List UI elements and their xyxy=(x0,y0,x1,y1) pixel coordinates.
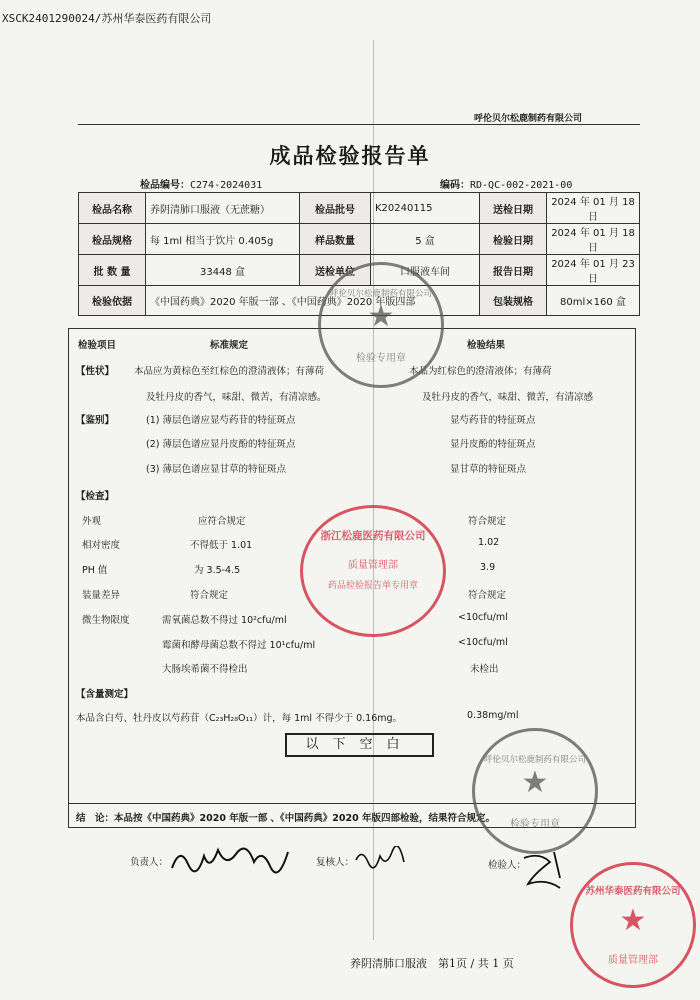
header-item: 检验项目 xyxy=(78,340,117,351)
batch-number: K20240115 xyxy=(371,193,480,224)
character-standard-2: 及牡丹皮的香气，味甜、微苦，有清凉感。 xyxy=(146,392,327,403)
doc-code-label: 编码： xyxy=(440,180,470,191)
inspect-date: 2024 年 01 月 18 日 xyxy=(547,224,640,255)
header-rule xyxy=(78,124,640,125)
qc-seal-bottom: 检验专用章 xyxy=(510,819,560,830)
batch-label: 检品批号 xyxy=(300,193,371,224)
ident-standard-1: (1) 薄层色谱应显芍药苷的特征斑点 xyxy=(146,415,296,426)
page-title: 成品检验报告单 xyxy=(269,144,431,168)
product-name: 养阴清肺口服液（无蔗糖） xyxy=(146,193,300,224)
ident-result-2: 显丹皮酚的特征斑点 xyxy=(450,439,536,450)
check-item: 装量差异 xyxy=(82,590,121,601)
pack-spec: 80ml×160 盒 xyxy=(547,286,640,316)
basis-label: 检验依据 xyxy=(79,286,146,316)
dept: 口服液车间 xyxy=(371,255,480,286)
check-standard: 霉菌和酵母菌总数不得过 10¹cfu/ml xyxy=(162,640,316,651)
character-standard-1: 本品应为黄棕色至红棕色的澄清液体；有薄荷 xyxy=(134,366,325,377)
company-name: 呼伦贝尔松鹿制药有限公司 xyxy=(473,114,582,124)
dept-label: 送检单位 xyxy=(300,255,371,286)
star-icon: ★ xyxy=(367,299,395,334)
ident-standard-3: (3) 薄层色谱应显甘草的特征斑点 xyxy=(146,464,286,475)
check-result: 符合规定 xyxy=(468,516,507,527)
end-mark: 以下空白 xyxy=(285,733,434,757)
doc-code xyxy=(440,176,572,191)
qc-seal-top: 呼伦贝尔松鹿制药有限公司 xyxy=(329,289,432,299)
red-seal-top: 浙江松鹿医药有限公司 xyxy=(320,530,426,542)
qc-seal-top: 呼伦贝尔松鹿制药有限公司 xyxy=(483,755,586,765)
spec: 每 1ml 相当于饮片 0.405g xyxy=(146,224,300,255)
batch-qty-label: 批 数 量 xyxy=(79,255,146,286)
check-standard: 大肠埃希菌不得检出 xyxy=(162,664,248,675)
pack-label: 包装规格 xyxy=(480,286,547,316)
check-item: 相对密度 xyxy=(82,540,121,551)
check-result: 符合规定 xyxy=(468,590,507,601)
assay-result: 0.38mg/ml xyxy=(467,710,519,721)
corner-seal-top: 苏州华泰医药有限公司 xyxy=(585,886,681,897)
check-standard: 不得低于 1.01 xyxy=(190,540,253,551)
report-number-value: C274-2024031 xyxy=(190,180,263,191)
page-footer: 养阴清肺口服液 第1页 / 共 1 页 xyxy=(350,957,514,970)
header-standard: 标准规定 xyxy=(210,340,249,351)
watermark-header: XSCK2401290024/苏州华泰医药有限公司 xyxy=(2,12,212,25)
inspector-label: 检验人： xyxy=(488,860,527,871)
check-standard: 应符合规定 xyxy=(198,516,246,527)
reviewer-label: 复核人： xyxy=(316,857,355,868)
report-date-label: 报告日期 xyxy=(480,255,547,286)
section-identification: 【鉴别】 xyxy=(76,415,115,426)
check-result: <10cfu/ml xyxy=(458,637,508,648)
check-result: <10cfu/ml xyxy=(458,612,508,623)
sample-qty: 5 盒 xyxy=(371,224,480,255)
inspector-signature xyxy=(520,848,574,898)
batch-qty: 33448 盒 xyxy=(146,255,300,286)
quality-red-seal xyxy=(300,505,446,637)
submit-date-label: 送检日期 xyxy=(480,193,547,224)
check-item: 微生物限度 xyxy=(82,615,130,626)
red-seal-bottom: 药品检验报告单专用章 xyxy=(327,581,418,591)
star-icon: ★ xyxy=(619,903,647,938)
red-seal-mid: 质量管理部 xyxy=(348,560,398,571)
section-assay: 【含量测定】 xyxy=(76,689,134,700)
qc-seal-bottom: 检验专用章 xyxy=(356,353,406,364)
ident-standard-2: (2) 薄层色谱应显丹皮酚的特征斑点 xyxy=(146,439,296,450)
report-number xyxy=(140,176,262,191)
qc-inspection-seal xyxy=(318,262,444,388)
reviewer-signature xyxy=(354,846,406,878)
check-standard: 为 3.5-4.5 xyxy=(194,565,241,576)
check-standard: 符合规定 xyxy=(190,590,229,601)
check-result: 3.9 xyxy=(480,562,496,573)
assay-standard: 本品含白芍、牡丹皮以芍药苷（C₂₃H₂₈O₁₁）计，每 1ml 不得少于 0.16mg。 xyxy=(76,713,403,724)
sample-qty-label: 样品数量 xyxy=(300,224,371,255)
table-row xyxy=(79,193,640,224)
basis: 《中国药典》2020 年版一部 、《中国药典》2020 年版四部 xyxy=(146,286,480,316)
submit-date: 2024 年 01 月 18 日 xyxy=(547,193,640,224)
owner-signature xyxy=(170,842,290,882)
character-result-1: 本品为红棕色的澄清液体；有薄荷 xyxy=(409,366,552,377)
doc-code-value: RD-QC-002-2021-00 xyxy=(470,180,573,191)
product-name-label: 检品名称 xyxy=(79,193,146,224)
table-row xyxy=(79,224,640,255)
spec-label: 检品规格 xyxy=(79,224,146,255)
character-result-2: 及牡丹皮的香气，味甜、微苦，有清凉感 xyxy=(422,392,594,403)
header-result: 检验结果 xyxy=(467,340,506,351)
qc-inspection-seal xyxy=(472,728,598,854)
check-item: 外观 xyxy=(82,516,102,527)
check-item: PH 值 xyxy=(82,565,108,576)
section-checks: 【检查】 xyxy=(76,491,115,502)
check-result: 1.02 xyxy=(478,537,500,548)
section-character: 【性状】 xyxy=(76,366,115,377)
ident-result-3: 显甘草的特征斑点 xyxy=(450,464,527,475)
owner-label: 负责人： xyxy=(130,857,169,868)
inspect-date-label: 检验日期 xyxy=(480,224,547,255)
corner-seal-bottom: 质量管理部 xyxy=(608,955,658,966)
check-standard: 需氧菌总数不得过 10²cfu/ml xyxy=(162,615,287,626)
report-number-label: 检品编号： xyxy=(140,180,190,191)
ident-result-1: 显芍药苷的特征斑点 xyxy=(450,415,536,426)
star-icon: ★ xyxy=(521,765,549,800)
report-date: 2024 年 01 月 23 日 xyxy=(547,255,640,286)
conclusion: 结 论：本品按《中国药典》2020 年版一部 、《中国药典》2020 年版四部检验，结果符合规定。 xyxy=(76,813,496,824)
check-result: 未检出 xyxy=(470,664,499,675)
corner-red-seal xyxy=(570,862,696,988)
